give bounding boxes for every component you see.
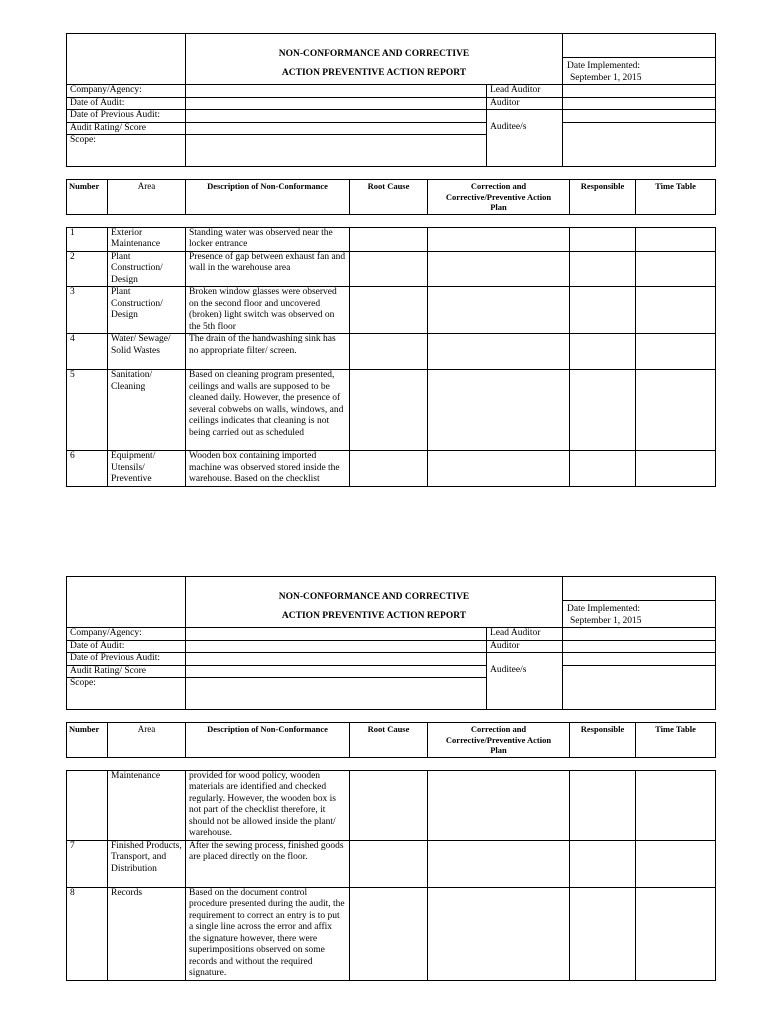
row-correction — [428, 887, 570, 980]
findings-table-2 — [66, 770, 716, 981]
row-time-table — [636, 887, 716, 980]
col-correction-line3: Plan — [490, 745, 507, 755]
row-area: Finished Products, Transport, and Distribution — [108, 840, 186, 887]
col-responsible: Responsible — [570, 723, 636, 758]
row-root-cause — [350, 887, 428, 980]
date-of-audit-field — [186, 97, 487, 110]
col-correction — [428, 723, 570, 758]
table-row — [67, 251, 716, 287]
row-number: 4 — [67, 334, 108, 370]
row-description: The drain of the handwashing sink has no appropriate filter/ screen. — [186, 334, 350, 370]
row-correction — [428, 370, 570, 451]
row-number — [67, 770, 108, 840]
row-area: Sanitation/ Cleaning — [108, 370, 186, 451]
row-responsible — [570, 370, 636, 451]
company-label: Company/Agency: — [67, 628, 186, 641]
row-time-table — [636, 370, 716, 451]
row-area: Water/ Sewage/ Solid Wastes — [108, 334, 186, 370]
row-time-table — [636, 334, 716, 370]
col-correction-line1: Correction and — [470, 181, 527, 191]
date-prev-audit-field — [186, 110, 487, 123]
date-implemented-value: September 1, 2015 — [570, 73, 642, 83]
date-prev-audit-label: Date of Previous Audit: — [67, 653, 186, 666]
row-root-cause — [350, 334, 428, 370]
col-responsible: Responsible — [570, 180, 636, 215]
company-label: Company/Agency: — [67, 85, 186, 98]
table-row — [67, 887, 716, 980]
report-title-line1: NON-CONFORMANCE AND CORRECTIVE — [278, 592, 470, 602]
row-correction — [428, 251, 570, 287]
auditor-field — [563, 97, 716, 110]
row-description: Standing water was observed near the locker entrance — [186, 227, 350, 251]
row-number: 5 — [67, 370, 108, 451]
row-correction — [428, 334, 570, 370]
table-row — [67, 287, 716, 334]
findings-table-1 — [66, 227, 716, 487]
col-description: Description of Non-Conformance — [186, 180, 350, 215]
header-blank-cell — [563, 34, 716, 58]
row-number: 2 — [67, 251, 108, 287]
auditor-field — [563, 640, 716, 653]
report-header-table — [66, 576, 716, 710]
audit-rating-label: Audit Rating/ Score — [67, 665, 186, 678]
col-description: Description of Non-Conformance — [186, 723, 350, 758]
row-responsible — [570, 770, 636, 840]
company-field — [186, 85, 487, 98]
date-prev-audit-field — [186, 653, 487, 666]
auditor-label: Auditor — [487, 640, 563, 653]
auditees-blank — [563, 653, 716, 666]
report-header-table — [66, 33, 716, 167]
row-number: 3 — [67, 287, 108, 334]
date-implemented — [563, 58, 716, 85]
row-time-table — [636, 251, 716, 287]
row-root-cause — [350, 770, 428, 840]
scope-field — [186, 135, 487, 167]
row-description: Based on the document control procedure presented during the audit, the requirement to correct an entry is to put a single line across the error and affix the signature however, there were superimpositions observed on some records and without the required signature. — [186, 887, 350, 980]
table-row — [67, 370, 716, 451]
report-title-line1: NON-CONFORMANCE AND CORRECTIVE — [278, 49, 470, 59]
row-time-table — [636, 840, 716, 887]
report-title — [186, 577, 563, 628]
row-root-cause — [350, 251, 428, 287]
table-row — [67, 334, 716, 370]
auditor-label: Auditor — [487, 97, 563, 110]
col-area: Area — [108, 180, 186, 215]
col-correction-line1: Correction and — [470, 724, 527, 734]
lead-auditor-field — [563, 85, 716, 98]
row-description: Wooden box containing imported machine was observed stored inside the warehouse. Based on the checklist — [186, 451, 350, 487]
row-description: After the sewing process, finished goods are placed directly on the floor. — [186, 840, 350, 887]
report-title-line2: ACTION PREVENTIVE ACTION REPORT — [281, 611, 467, 621]
row-correction — [428, 840, 570, 887]
row-responsible — [570, 334, 636, 370]
row-time-table — [636, 287, 716, 334]
header-blank-cell — [563, 577, 716, 601]
row-responsible — [570, 251, 636, 287]
scope-label: Scope: — [67, 678, 186, 710]
lead-auditor-label: Lead Auditor — [487, 85, 563, 98]
row-root-cause — [350, 227, 428, 251]
report-page-2 — [66, 576, 715, 981]
row-correction — [428, 227, 570, 251]
report-page-1 — [66, 33, 715, 487]
row-time-table — [636, 770, 716, 840]
row-area: Exterior Maintenance — [108, 227, 186, 251]
table-row — [67, 227, 716, 251]
row-responsible — [570, 451, 636, 487]
row-correction — [428, 770, 570, 840]
row-responsible — [570, 840, 636, 887]
table-row — [67, 770, 716, 840]
col-root-cause: Root Cause — [350, 723, 428, 758]
scope-field — [186, 678, 487, 710]
row-time-table — [636, 451, 716, 487]
lead-auditor-field — [563, 628, 716, 641]
row-description: Based on cleaning program presented, ceilings and walls are supposed to be cleaned daily. However, the presence of several cobwebs on walls, windows, and ceilings indicates that cleaning is not being carried out as scheduled — [186, 370, 350, 451]
row-description: Presence of gap between exhaust fan and wall in the warehouse area — [186, 251, 350, 287]
column-header-table — [66, 179, 716, 215]
scope-label: Scope: — [67, 135, 186, 167]
auditees-field — [563, 122, 716, 167]
report-title — [186, 34, 563, 85]
col-time-table: Time Table — [636, 723, 716, 758]
row-root-cause — [350, 451, 428, 487]
column-header-table — [66, 722, 716, 758]
row-description: Broken window glasses were observed on the second floor and uncovered (broken) light switch was observed on the 5th floor — [186, 287, 350, 334]
lead-auditor-label: Lead Auditor — [487, 628, 563, 641]
table-row — [67, 840, 716, 887]
col-correction-line2: Corrective/Preventive Action — [445, 191, 552, 202]
row-time-table — [636, 227, 716, 251]
date-prev-audit-label: Date of Previous Audit: — [67, 110, 186, 123]
row-area: Plant Construction/ Design — [108, 287, 186, 334]
auditees-field — [563, 665, 716, 710]
row-root-cause — [350, 287, 428, 334]
row-area: Plant Construction/ Design — [108, 251, 186, 287]
date-implemented-label: Date Implemented: — [567, 61, 641, 71]
row-area: Maintenance — [108, 770, 186, 840]
row-responsible — [570, 287, 636, 334]
row-root-cause — [350, 840, 428, 887]
row-area: Records — [108, 887, 186, 980]
row-correction — [428, 451, 570, 487]
logo-cell — [67, 577, 186, 628]
date-implemented — [563, 601, 716, 628]
col-correction — [428, 180, 570, 215]
auditees-label: Auditee/s — [487, 110, 563, 167]
logo-cell — [67, 34, 186, 85]
auditees-label: Auditee/s — [487, 653, 563, 710]
row-area: Equipment/ Utensils/ Preventive — [108, 451, 186, 487]
date-of-audit-field — [186, 640, 487, 653]
row-correction — [428, 287, 570, 334]
row-responsible — [570, 887, 636, 980]
row-number: 1 — [67, 227, 108, 251]
audit-rating-field — [186, 122, 487, 135]
col-number: Number — [67, 180, 108, 215]
auditees-blank — [563, 110, 716, 123]
row-number: 6 — [67, 451, 108, 487]
table-row — [67, 451, 716, 487]
row-number: 8 — [67, 887, 108, 980]
report-title-line2: ACTION PREVENTIVE ACTION REPORT — [281, 68, 467, 78]
audit-rating-label: Audit Rating/ Score — [67, 122, 186, 135]
company-field — [186, 628, 487, 641]
date-implemented-value: September 1, 2015 — [570, 616, 642, 626]
date-of-audit-label: Date of Audit: — [67, 97, 186, 110]
date-implemented-label: Date Implemented: — [567, 604, 641, 614]
row-description: provided for wood policy, wooden materials are identified and checked regularly. However, the wooden box is not part of the checklist therefore, it should not be allowed inside the plant/ warehouse. — [186, 770, 350, 840]
audit-rating-field — [186, 665, 487, 678]
col-root-cause: Root Cause — [350, 180, 428, 215]
row-number: 7 — [67, 840, 108, 887]
row-responsible — [570, 227, 636, 251]
col-time-table: Time Table — [636, 180, 716, 215]
col-correction-line2: Corrective/Preventive Action — [445, 734, 552, 745]
row-root-cause — [350, 370, 428, 451]
col-number: Number — [67, 723, 108, 758]
col-area: Area — [108, 723, 186, 758]
col-correction-line3: Plan — [490, 202, 507, 212]
date-of-audit-label: Date of Audit: — [67, 640, 186, 653]
